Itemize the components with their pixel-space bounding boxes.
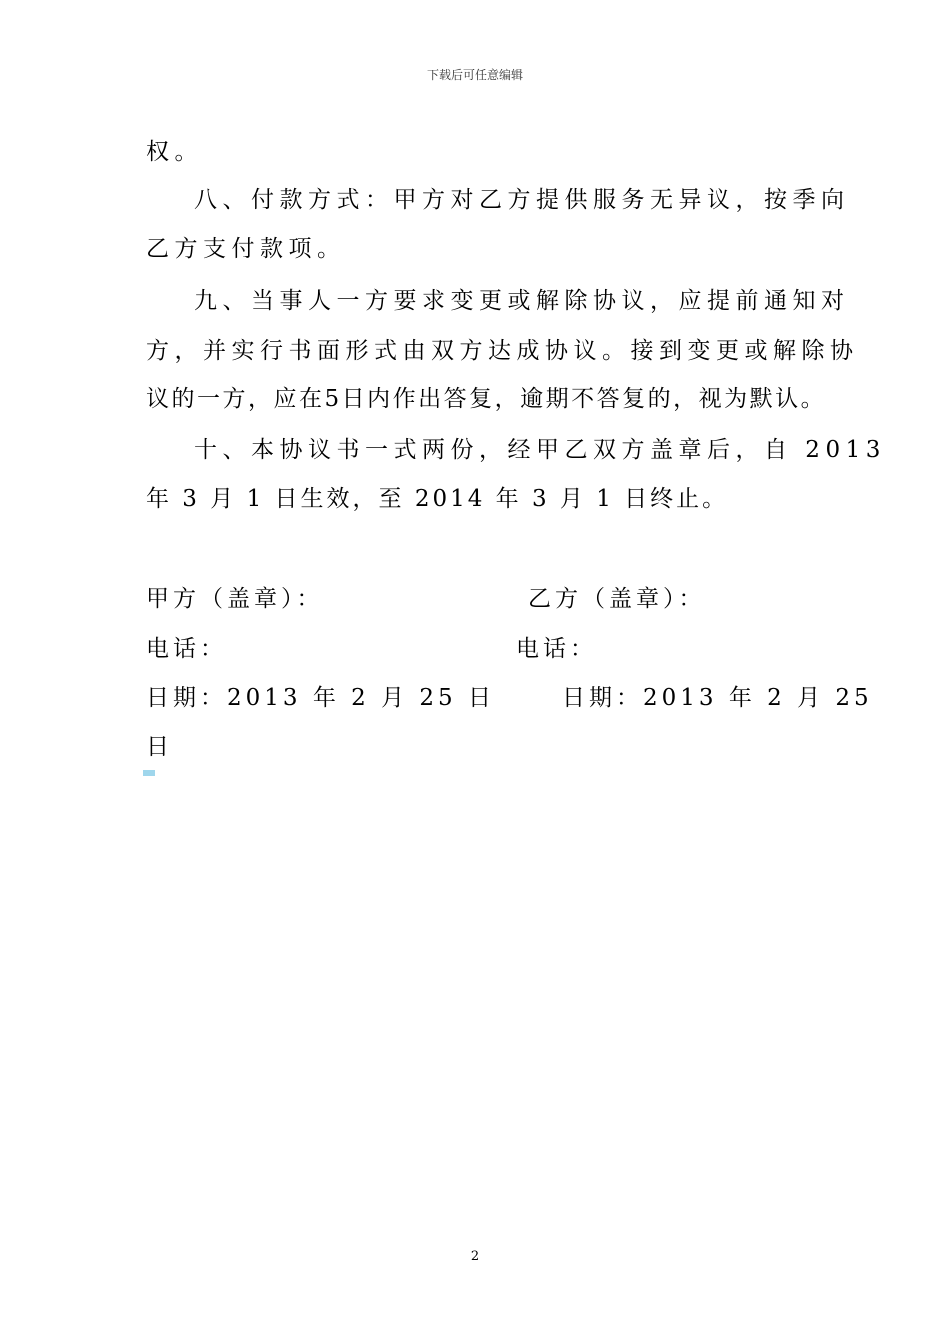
clause-ten-line: 十、本协议书一式两份，经甲乙双方盖章后，自 2013 (194, 437, 886, 463)
party-b-date: 日期：2013 年 2 月 25 (562, 685, 873, 711)
clause-eight-line: 八、付款方式：甲方对乙方提供服务无异议，按季向 (194, 187, 850, 213)
party-b-phone-label: 电话： (516, 636, 597, 662)
party-a-date: 日期：2013 年 2 月 25 日 (146, 685, 495, 711)
paragraph-line: 权。 (146, 139, 203, 165)
header-note: 下载后可任意编辑 (426, 68, 523, 82)
text-cursor-marker (143, 770, 155, 776)
clause-nine-line: 九、当事人一方要求变更或解除协议，应提前通知对 (194, 288, 850, 314)
paragraph-line: 乙方支付款项。 (146, 236, 346, 262)
page-number: 2 (470, 1249, 480, 1264)
party-b-seal-label: 乙方（盖章）： (528, 586, 706, 612)
paragraph-line: 议的一方，应在5日内作出答复，逾期不答复的，视为默认。 (146, 386, 827, 412)
party-a-phone-label: 电话： (146, 636, 227, 662)
party-b-date-wrap: 日 (146, 734, 173, 760)
paragraph-line: 方，并实行书面形式由双方达成协议。接到变更或解除协 (146, 338, 859, 364)
party-a-seal-label: 甲方（盖章）： (146, 586, 324, 612)
paragraph-line: 年 3 月 1 日生效，至 2014 年 3 月 1 日终止。 (146, 486, 729, 512)
